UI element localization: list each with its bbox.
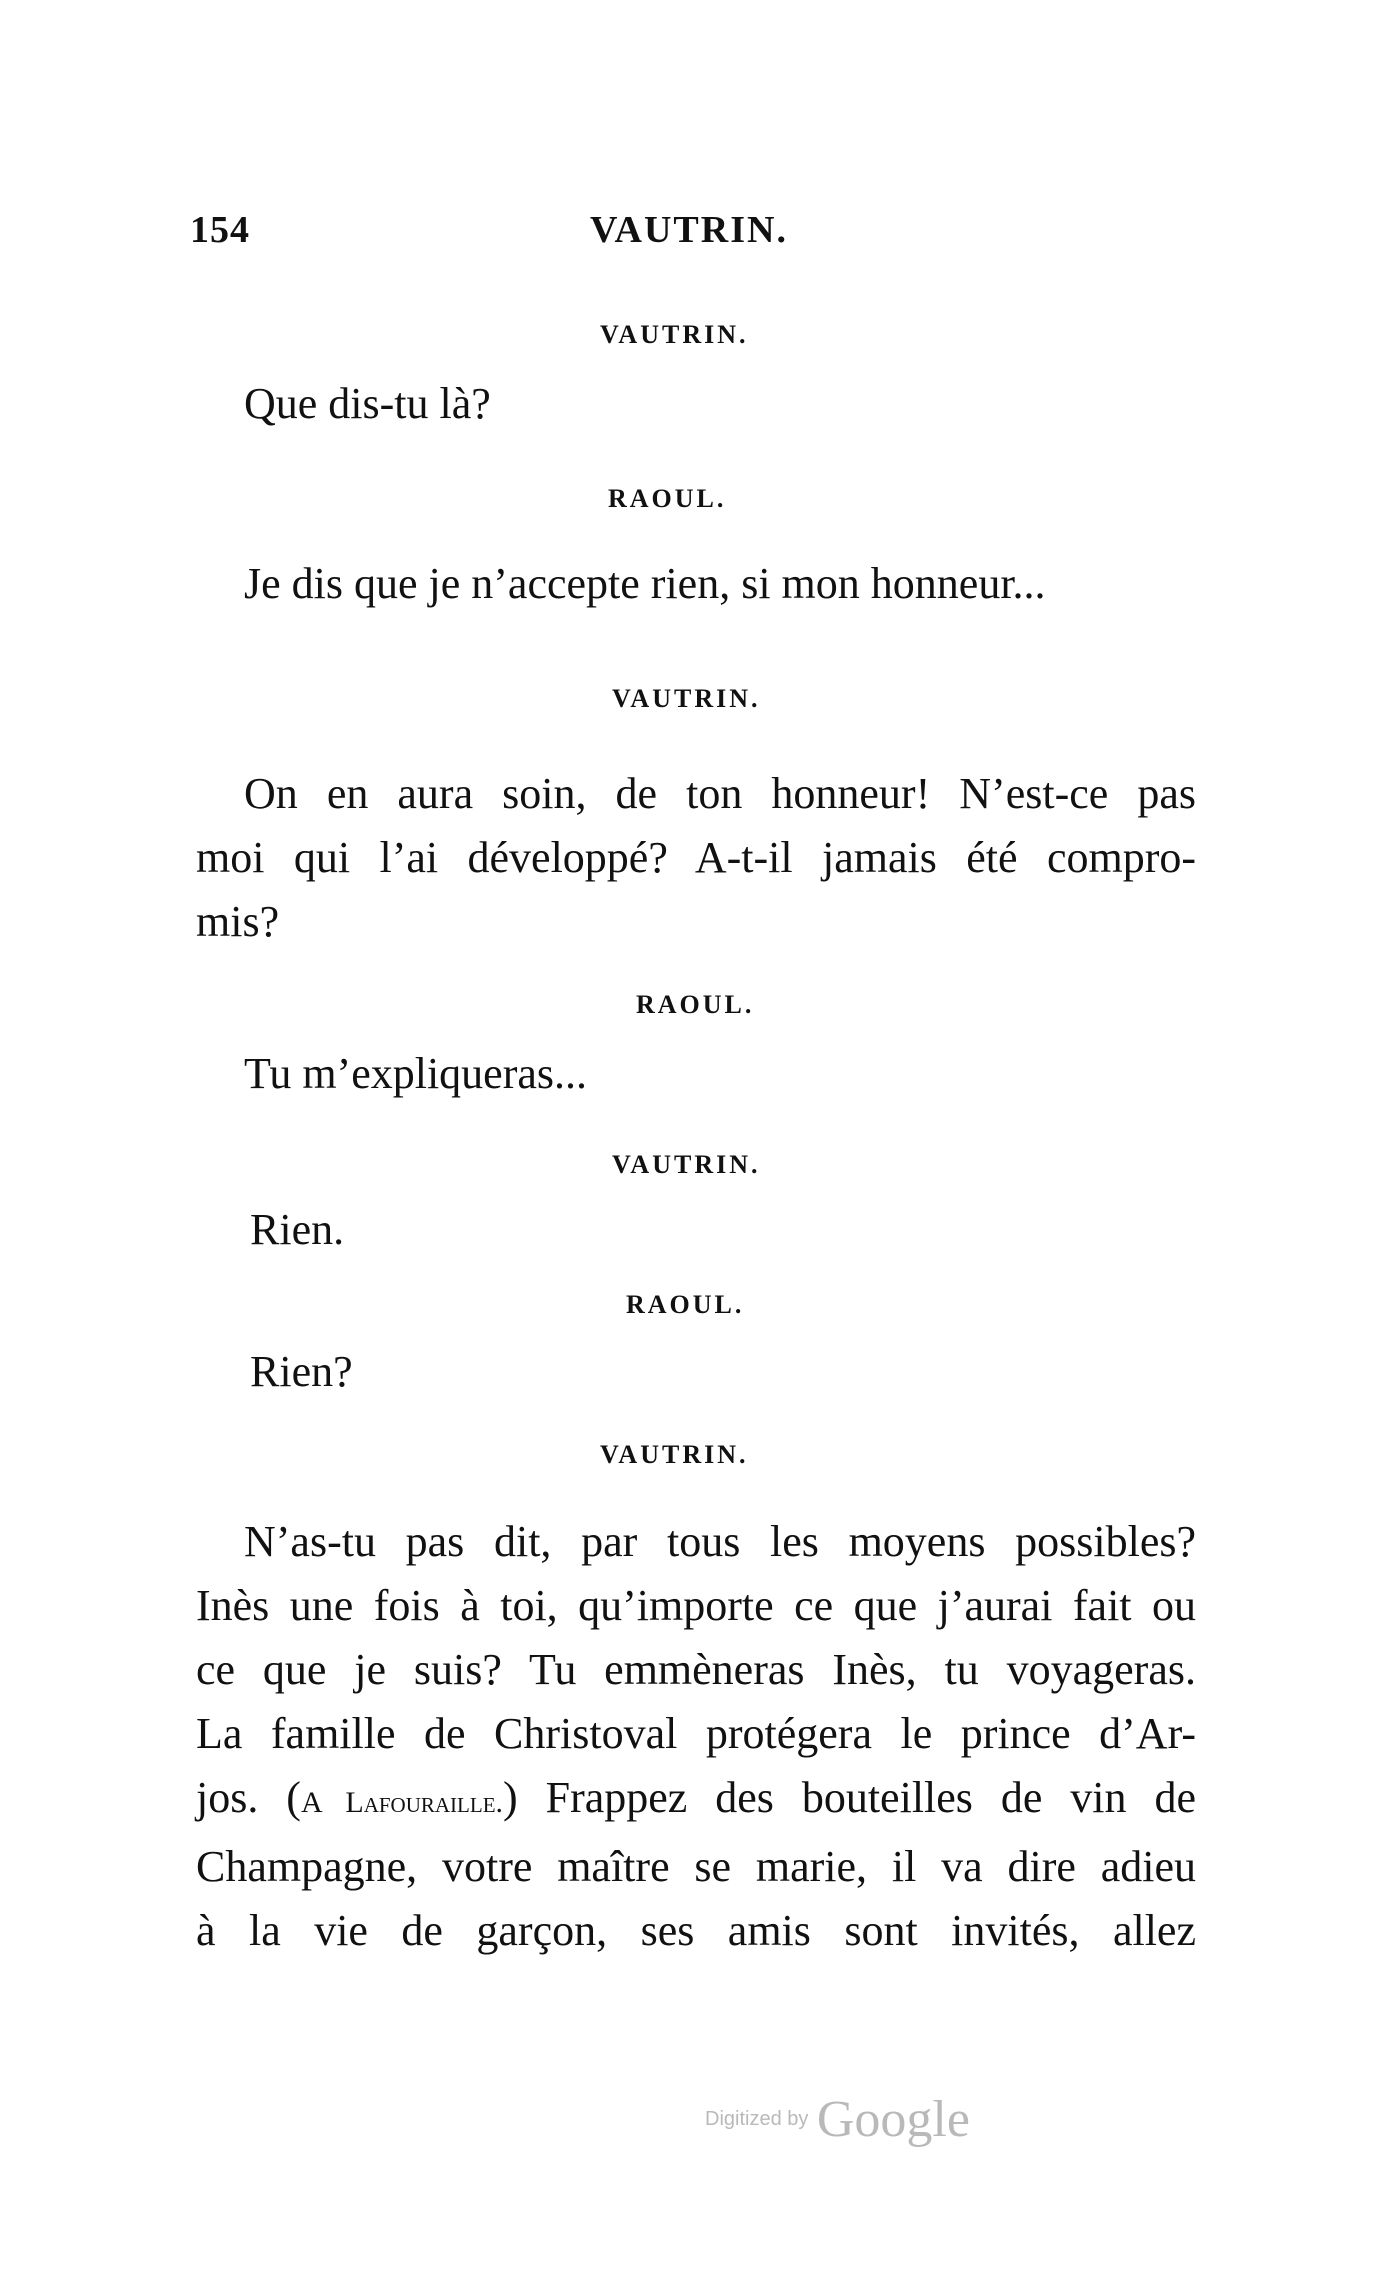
paragraph-line: Inès une fois à toi, qu’importe ce que j’aurai fait ou [196, 1581, 1196, 1630]
speaker-name: VAUTRIN. [612, 1150, 761, 1179]
watermark-prefix: Digitized by [705, 2108, 809, 2130]
speaker-name: VAUTRIN. [600, 320, 749, 349]
dialogue-line: Rien. [250, 1205, 345, 1254]
speaker-name: RAOUL. [636, 990, 755, 1019]
dialogue-line: Tu m’expliqueras... [244, 1049, 588, 1098]
page-header [190, 208, 1190, 268]
dialogue-paragraph [196, 762, 1196, 954]
paragraph-line: à la vie de garçon, ses amis sont invités, allez [196, 1906, 1196, 1955]
speaker-name: RAOUL. [608, 484, 727, 513]
dialogue-line: Rien? [250, 1347, 353, 1396]
paragraph-line: mis? [196, 897, 280, 946]
dialogue-line: Je dis que je n’accepte rien, si mon honneur... [244, 559, 1046, 608]
paragraph-line: N’as-tu pas dit, par tous les moyens possibles? [244, 1517, 1196, 1566]
paragraph-line: Champagne, votre maître se marie, il va dire adieu [196, 1842, 1196, 1891]
speaker-name: VAUTRIN. [612, 684, 761, 713]
speaker-name: VAUTRIN. [600, 1440, 749, 1469]
dialogue-line: Que dis-tu là? [244, 379, 491, 428]
paragraph-line: On en aura soin, de ton honneur! N’est-ce pas [244, 769, 1196, 818]
speaker-name: RAOUL. [626, 1290, 745, 1319]
dialogue-paragraph [196, 1510, 1196, 1963]
paragraph-line: moi qui l’ai développé? A-t-il jamais été compro- [196, 833, 1196, 882]
paragraph-text: ) Frappez des bouteilles de vin de [503, 1773, 1196, 1822]
page-number: 154 [190, 209, 250, 251]
paragraph-line: La famille de Christoval protégera le prince d’Ar- [196, 1709, 1196, 1758]
stage-direction: A Lafouraille. [300, 1786, 504, 1819]
paragraph-text: jos. ( [196, 1773, 301, 1822]
paragraph-line: ce que je suis? Tu emmèneras Inès, tu voyageras. [196, 1645, 1196, 1694]
google-watermark [705, 2090, 970, 2149]
running-title: VAUTRIN. [590, 209, 788, 251]
google-logo: Google [816, 2091, 970, 2148]
paragraph-line [196, 1766, 1196, 1835]
